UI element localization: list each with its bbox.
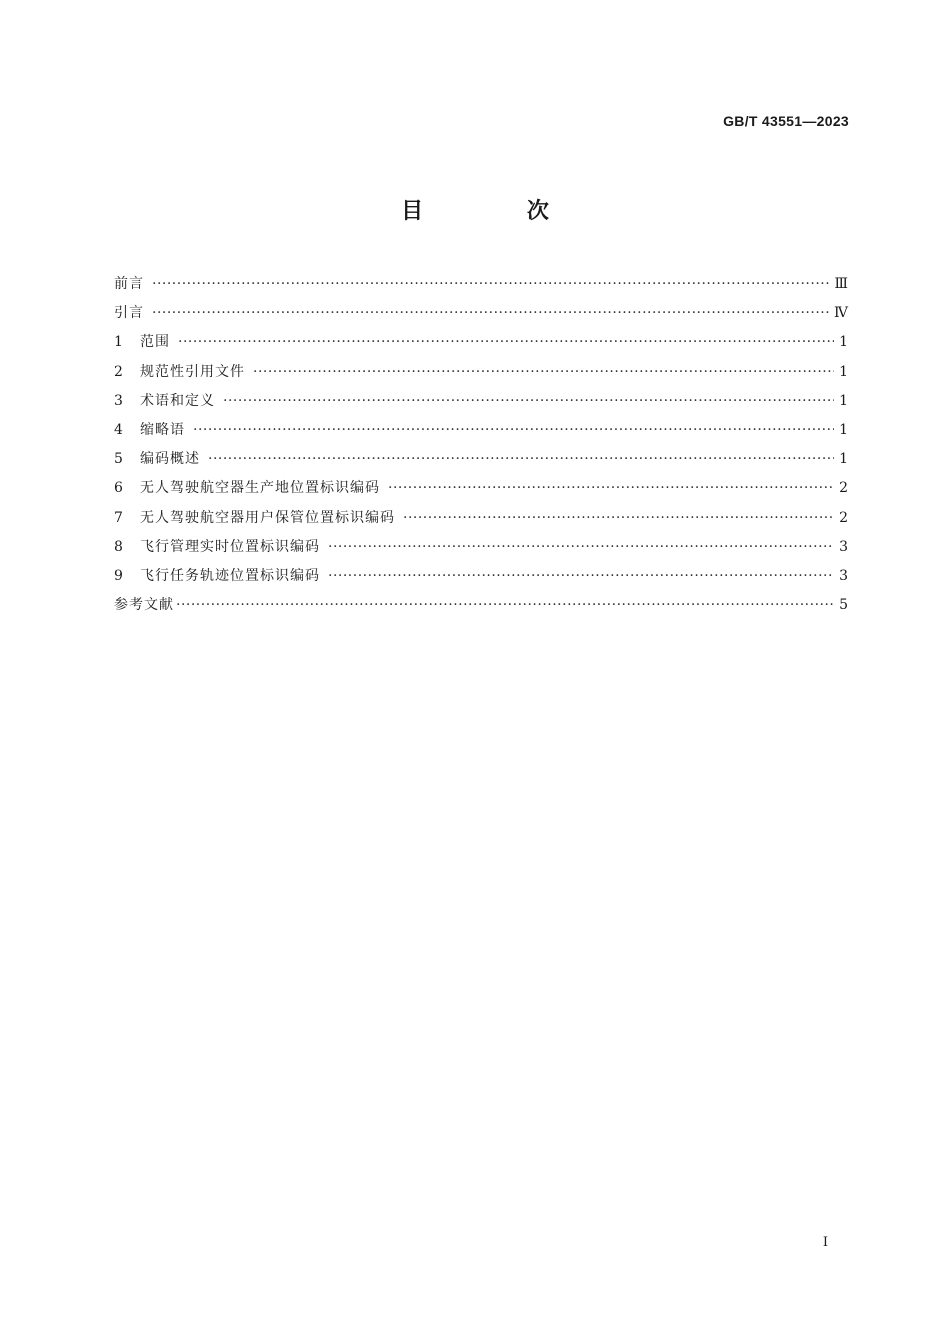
- toc-entry-introduction[interactable]: [114, 303, 848, 332]
- toc-entry-number: 9: [114, 567, 123, 584]
- toc-entry-number: 6: [114, 480, 123, 497]
- toc-entry-text: 无人驾驶航空器生产地位置标识编码: [140, 480, 380, 497]
- page-title: 目 次: [401, 199, 597, 224]
- table-of-contents: [114, 274, 848, 624]
- toc-entry-page: 3: [839, 538, 848, 555]
- toc-entry-7[interactable]: [114, 508, 848, 537]
- toc-leader-dots: [152, 303, 830, 323]
- toc-entry-8[interactable]: [114, 537, 848, 566]
- toc-entry-number: 5: [114, 451, 123, 468]
- toc-entry-text: 规范性引用文件: [140, 363, 245, 380]
- toc-entry-page: 2: [839, 509, 848, 526]
- toc-entry-page: 1: [839, 334, 848, 351]
- standard-code: GB/T 43551—2023: [723, 113, 849, 129]
- toc-leader-dots: [152, 274, 830, 294]
- toc-entry-page: 1: [839, 421, 848, 438]
- toc-entry-page: 1: [839, 392, 848, 409]
- toc-leader-dots: [193, 420, 834, 440]
- toc-entry-text: 前言: [114, 276, 144, 292]
- toc-entry-number: 1: [114, 334, 123, 351]
- toc-leader-dots: [176, 595, 834, 615]
- toc-leader-dots: [328, 537, 834, 557]
- page-number: I: [822, 1235, 828, 1250]
- toc-entry-number: 7: [114, 509, 123, 526]
- toc-entry-2[interactable]: [114, 362, 848, 391]
- toc-entry-3[interactable]: [114, 391, 848, 420]
- toc-leader-dots: [403, 508, 834, 528]
- toc-entry-number: 3: [114, 392, 123, 409]
- toc-entry-number: 2: [114, 363, 123, 380]
- toc-entry-9[interactable]: [114, 566, 848, 595]
- toc-entry-text: 飞行管理实时位置标识编码: [140, 538, 320, 555]
- toc-entry-6[interactable]: [114, 478, 848, 507]
- toc-entry-page: 5: [839, 597, 848, 614]
- toc-entry-text: 引言: [114, 305, 144, 322]
- toc-entry-page: 3: [839, 567, 848, 584]
- toc-entry-4[interactable]: [114, 420, 848, 449]
- toc-entry-1[interactable]: [114, 332, 848, 361]
- toc-leader-dots: [253, 362, 834, 382]
- toc-leader-dots: [178, 332, 834, 352]
- toc-entry-page: Ⅳ: [834, 305, 848, 322]
- toc-entry-number: 4: [114, 421, 123, 438]
- toc-entry-bibliography[interactable]: [114, 595, 848, 624]
- toc-entry-text: 术语和定义: [140, 392, 215, 409]
- toc-entry-page: Ⅲ: [834, 276, 848, 292]
- toc-leader-dots: [328, 566, 834, 586]
- toc-entry-text: 编码概述: [140, 451, 200, 468]
- toc-entry-text: 范围: [140, 334, 170, 351]
- toc-entry-text: 无人驾驶航空器用户保管位置标识编码: [140, 509, 395, 526]
- toc-entry-text: 缩略语: [140, 421, 185, 438]
- toc-entry-page: 1: [839, 363, 848, 380]
- toc-entry-foreword[interactable]: [114, 274, 848, 303]
- toc-leader-dots: [208, 449, 834, 469]
- toc-entry-page: 1: [839, 451, 848, 468]
- toc-entry-text: 参考文献: [114, 597, 174, 614]
- toc-entry-text: 飞行任务轨迹位置标识编码: [140, 567, 320, 584]
- toc-entry-number: 8: [114, 538, 123, 555]
- toc-entry-5[interactable]: [114, 449, 848, 478]
- toc-leader-dots: [388, 478, 834, 498]
- toc-entry-page: 2: [839, 480, 848, 497]
- toc-leader-dots: [223, 391, 834, 411]
